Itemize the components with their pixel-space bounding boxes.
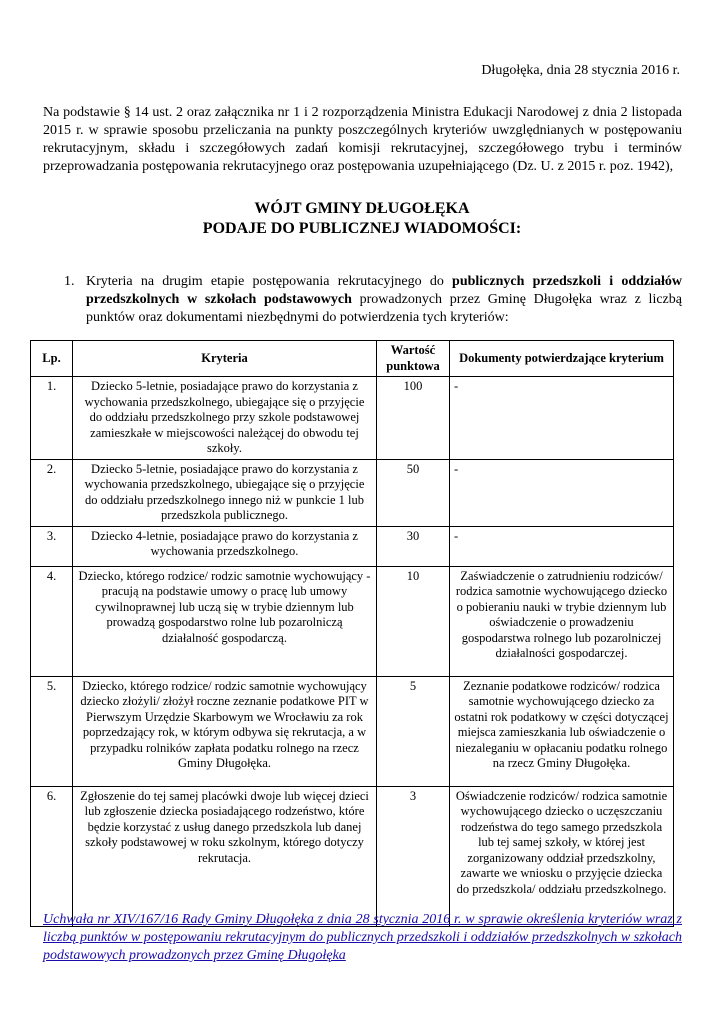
row-lp: 4. — [31, 566, 73, 676]
list-item-number: 1. — [64, 274, 75, 289]
row-lp: 2. — [31, 459, 73, 526]
table-row — [31, 786, 674, 926]
row-points: 10 — [377, 566, 450, 676]
row-points: 50 — [377, 459, 450, 526]
row-points: 3 — [377, 786, 450, 926]
document-date: Długołęka, dnia 28 stycznia 2016 r. — [481, 63, 680, 78]
header-criteria: Kryteria — [73, 341, 377, 377]
heading-line-2: PODAJE DO PUBLICZNEJ WIADOMOŚCI: — [202, 220, 522, 237]
list-item-text-b: prowadzonych przez Gminę Długołęka wraz z liczbą punktów oraz dokumentami niezbędnymi do potwierdzenia tych kryteriów: — [86, 292, 682, 325]
table-row — [31, 526, 674, 566]
list-item-1 — [64, 273, 682, 327]
row-points: 30 — [377, 526, 450, 566]
row-criteria: Dziecko, którego rodzice/ rodzic samotnie wychowujący - pracują na podstawie umowy o pracę lub umowy cywilnoprawnej lub uczą się w trybie dziennym lub prowadzą gospodarstwo rolne lub pozarolniczą działalność gospodarczą. — [73, 566, 377, 676]
row-documents: Zeznanie podatkowe rodziców/ rodzica samotnie wychowującego dziecko za ostatni rok podatkowy w części dotyczącej miejsca zamieszkania lub oświadczenie o niezaleganiu w opłacaniu podatku rolnego na rzecz Gminy Długołęka. — [450, 676, 674, 786]
header-documents: Dokumenty potwierdzające kryterium — [450, 341, 674, 377]
heading-line-1: WÓJT GMINY DŁUGOŁĘKA — [254, 200, 470, 217]
resolution-link[interactable]: Uchwała nr XIV/167/16 Rady Gminy Długołęka z dnia 28 stycznia 2016 r. w sprawie określenia kryteriów wraz z liczbą punktów w postępowaniu rekrutacyjnym do publicznych przedszkoli i oddziałów przedszkolnych w szkołach podstawowych prowadzonych przez Gminę Długołęka — [43, 912, 682, 963]
table-row — [31, 459, 674, 526]
row-lp: 3. — [31, 526, 73, 566]
row-points: 100 — [377, 377, 450, 460]
row-criteria: Dziecko 5-letnie, posiadające prawo do korzystania z wychowania przedszkolnego, ubiegające się o przyjęcie do oddziału przedszkolnego innego niż w punkcie 1 lub przedszkola publicznego. — [73, 459, 377, 526]
row-criteria: Dziecko 4-letnie, posiadające prawo do korzystania z wychowania przedszkolnego. — [73, 526, 377, 566]
row-documents: - — [450, 526, 674, 566]
list-item-text-a: Kryteria na drugim etapie postępowania rekrutacyjnego do — [86, 274, 453, 289]
row-lp: 6. — [31, 786, 73, 926]
row-lp: 1. — [31, 377, 73, 460]
announcement-heading — [0, 199, 724, 239]
row-points: 5 — [377, 676, 450, 786]
table-header-row — [31, 341, 674, 377]
row-documents: Oświadczenie rodziców/ rodzica samotnie wychowującego dziecko o uczęszczaniu rodzeństwa do tego samego przedszkola lub tej samej szkoły, w której jest zorganizowany oddział przedszkolny, zawarte we wniosku o przyjęcie dziecka do przedszkola/ oddziału przedszkolnego. — [450, 786, 674, 926]
row-criteria: Dziecko, którego rodzice/ rodzic samotnie wychowujący dziecko złożyli/ złożył roczne zeznanie podatkowe PIT w Pierwszym Urzędzie Skarbowym we Wrocławiu za rok poprzedzający rok, w którym odbywa się rekrutacja, a w przypadku rolników zapłata podatku rolnego na rzecz Gminy Długołęka. — [73, 676, 377, 786]
table-row — [31, 566, 674, 676]
row-documents: Zaświadczenie o zatrudnieniu rodziców/ rodzica samotnie wychowującego dziecko o pobieraniu nauki w trybie dziennym lub oświadczenie o prowadzeniu gospodarstwa rolnego lub pozarolniczej działalności gospodarczej. — [450, 566, 674, 676]
row-criteria: Dziecko 5-letnie, posiadające prawo do korzystania z wychowania przedszkolnego, ubiegające się o przyjęcie do oddziału przedszkolnego przy szkole podstawowej zamieszkałe w miejscowości należącej do obwodu tej szkoły. — [73, 377, 377, 460]
header-points: Wartość punktowa — [377, 341, 450, 377]
criteria-table — [30, 340, 674, 927]
row-criteria: Zgłoszenie do tej samej placówki dwoje lub więcej dzieci lub zgłoszenie dziecka posiadającego rodzeństwo, które będzie korzystać z usług danego przedszkola lub danej szkoły podstawowej w roku szkolnym, którego dotyczy rekrutacja. — [73, 786, 377, 926]
row-lp: 5. — [31, 676, 73, 786]
legal-basis-text: Na podstawie § 14 ust. 2 oraz załącznika nr 1 i 2 rozporządzenia Ministra Edukacji Narodowej z dnia 2 listopada 2015 r. w sprawie sposobu przeliczania na punkty poszczególnych kryteriów uwzględnianych w postępowaniu rekrutacyjnym, składu i szczegółowych zadań komisji rekrutacyjnej, szczegółowego trybu i terminów przeprowadzania postępowania rekrutacyjnego oraz postępowania uzupełniającego (Dz. U. z 2015 r. poz. 1942), — [43, 105, 682, 174]
legal-basis-paragraph — [43, 104, 682, 176]
list-item-text — [86, 273, 682, 327]
row-documents: - — [450, 459, 674, 526]
table-row — [31, 377, 674, 460]
row-documents: - — [450, 377, 674, 460]
header-lp: Lp. — [31, 341, 73, 377]
table-row — [31, 676, 674, 786]
list-item-text-bold: publicznych przedszkoli i oddziałów przedszkolnych w szkołach podstawowych — [86, 274, 683, 307]
